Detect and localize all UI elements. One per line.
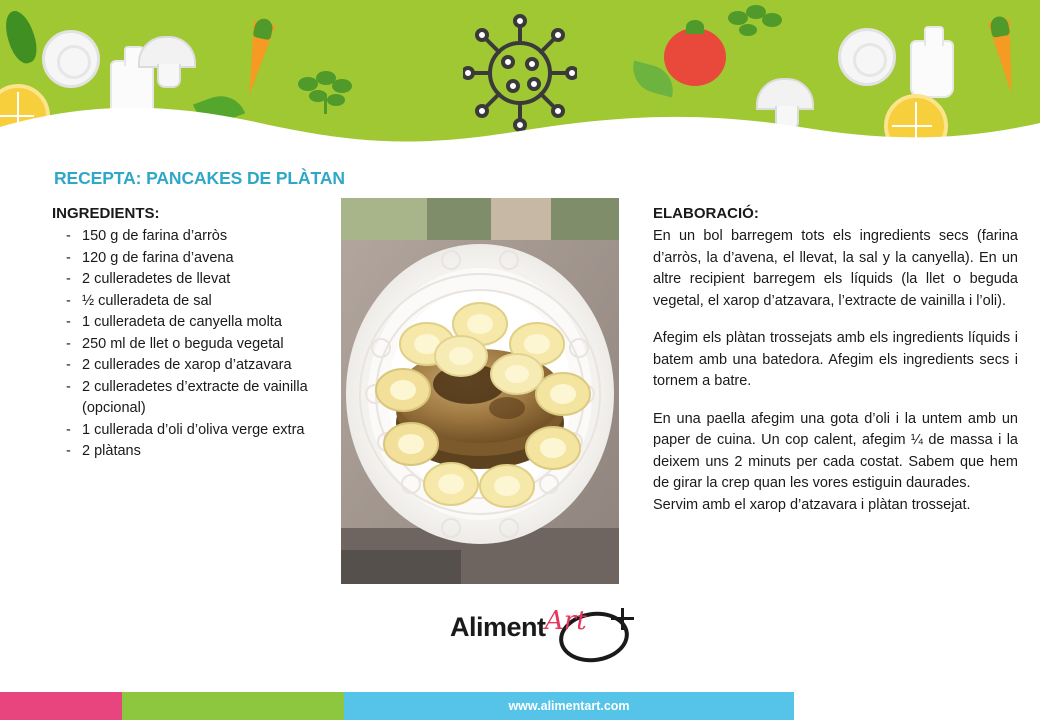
list-item-label: 2 culleradetes d’extracte de vainilla (opcional) — [82, 378, 308, 416]
elaboration-paragraph: Afegim els plàtan trossejats amb els ingredients líquids i batem amb una batedora. Afegim els ingredients secs i tornem a batre. — [653, 330, 1018, 389]
bullet-dash: - — [66, 357, 71, 373]
list-item — [52, 441, 342, 463]
herb-icon — [726, 4, 786, 50]
list-item-label: 2 plàtans — [82, 443, 141, 459]
bullet-dash: - — [66, 378, 71, 395]
list-item — [52, 334, 342, 356]
bullet-dash: - — [66, 421, 71, 438]
banner-wave-shape — [0, 97, 1040, 155]
list-item — [52, 226, 342, 248]
logo-text-script: Art — [545, 606, 587, 636]
elaboration-paragraph: Servim amb el xarop d’atzavara i plàtan trossejat. — [653, 496, 971, 513]
brand-logo — [341, 584, 619, 680]
ingredients-heading: INGREDIENTS: — [52, 205, 160, 222]
milk-bottle-icon — [910, 40, 954, 98]
elaboration-heading: ELABORACIÓ: — [653, 205, 759, 222]
list-item-label: 120 g de farina d’avena — [82, 249, 234, 266]
bullet-dash: - — [66, 314, 71, 330]
list-item-label: 2 culleradetes de llevat — [82, 271, 231, 287]
footer-segment-green — [122, 692, 344, 720]
onion-icon — [42, 30, 100, 88]
bullet-dash: - — [66, 271, 71, 287]
page-title: RECEPTA: PANCAKES DE PLÀTAN — [54, 168, 345, 188]
website-url[interactable]: www.alimentart.com — [508, 699, 630, 713]
ingredients-section — [52, 205, 342, 463]
bullet-dash: - — [66, 443, 71, 459]
list-item-label: 150 g de farina d’arròs — [82, 228, 228, 244]
list-item — [52, 420, 342, 442]
recipe-photo-illustration — [341, 198, 619, 584]
list-item — [52, 269, 342, 291]
decorative-header-banner — [0, 0, 1040, 155]
bullet-dash: - — [66, 335, 71, 352]
list-item-label: 250 ml de llet o beguda vegetal — [82, 335, 284, 352]
list-item — [52, 377, 342, 420]
list-item-label: 2 cullerades de xarop d’atzavara — [82, 357, 292, 373]
footer-bar — [0, 692, 1040, 720]
elaboration-section — [653, 205, 1018, 532]
list-item — [52, 248, 342, 270]
logo-text-main: Aliment — [450, 612, 546, 642]
tomato-icon — [664, 28, 726, 86]
list-item-label: ½ culleradeta de sal — [82, 292, 212, 309]
list-item — [52, 355, 342, 377]
bullet-dash: - — [66, 228, 71, 244]
list-item — [52, 291, 342, 313]
footer-segment-white — [794, 692, 1040, 720]
onion-icon — [838, 28, 896, 86]
list-item-label: 1 culleradeta de canyella molta — [82, 314, 282, 330]
bullet-dash: - — [66, 292, 71, 309]
elaboration-paragraph: En una paella afegim una gota d’oli i la untem amb un paper de cuina. Un cop calent, afegim ¼ de massa i la deixem uns 2 minuts per cada costat. Sabem que hem de girar la crep quan les vores estiguin daurades. — [653, 410, 1018, 491]
footer-segment-pink — [0, 692, 122, 720]
recipe-photo — [341, 198, 619, 584]
list-item-label: 1 cullerada d’oli d’oliva verge extra — [82, 421, 305, 438]
ingredients-list — [52, 226, 342, 463]
logo-cross-horizontal — [611, 617, 634, 620]
list-item — [52, 312, 342, 334]
elaboration-paragraph: En un bol barregem tots els ingredients secs (farina d’arròs, la d’avena, el llevat, la sal y la canyella). En un altre recipient barregem els líquids (la llet o beguda vegetal, el xarop d’atzavara, l’extracte de vainilla i l’oli). — [653, 228, 1018, 309]
bullet-dash: - — [66, 249, 71, 266]
